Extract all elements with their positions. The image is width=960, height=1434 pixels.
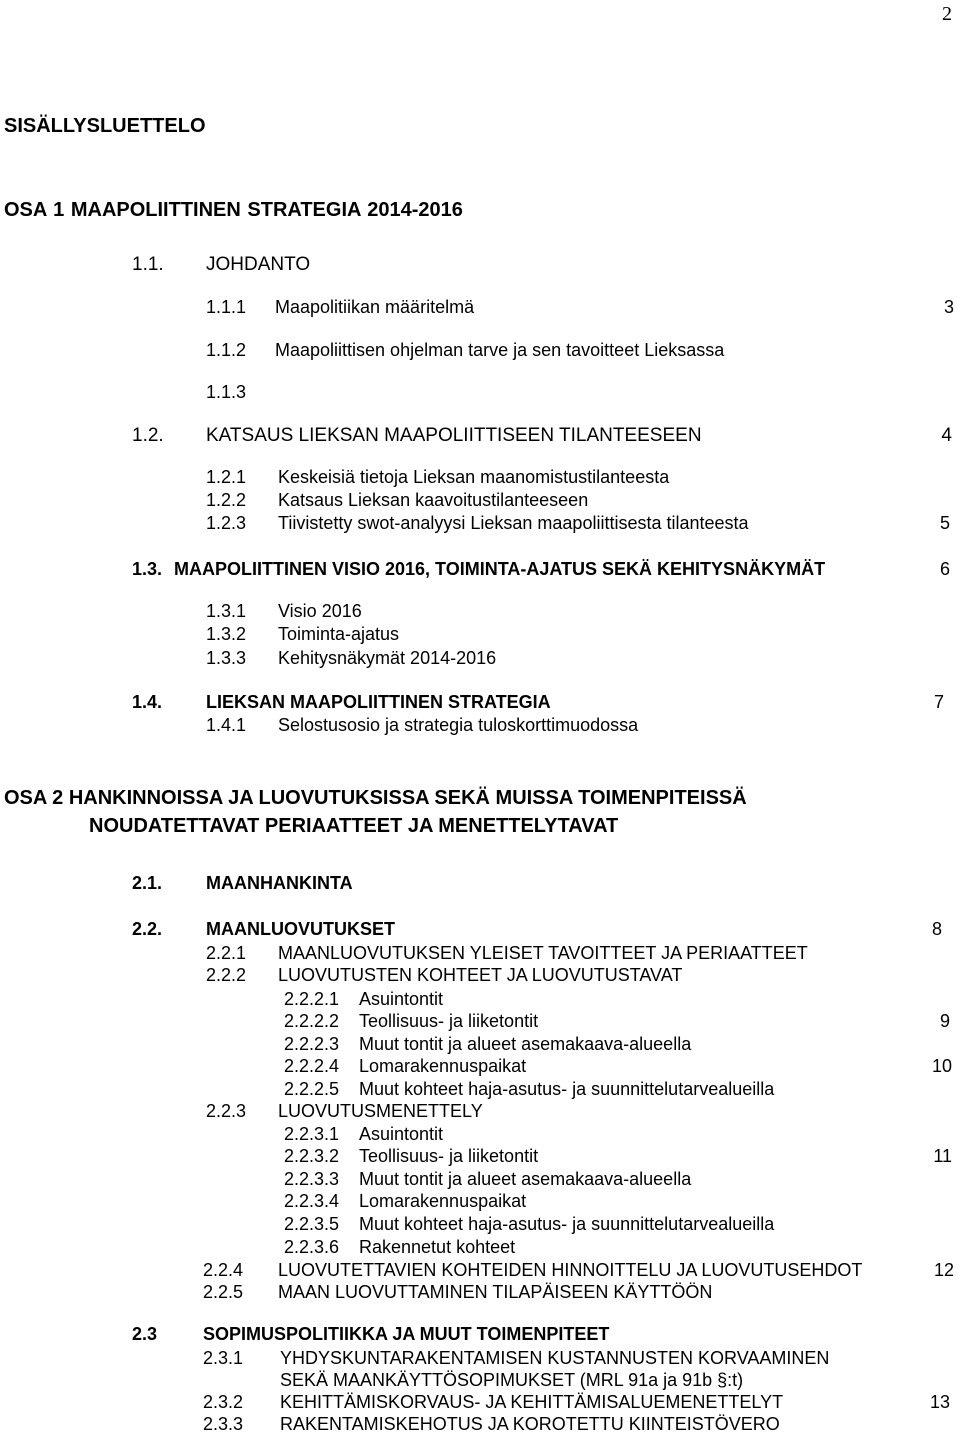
toc-section-2-1-number[interactable]: 2.1.: [132, 873, 163, 893]
toc-item-2-2-3-3-number[interactable]: 2.2.3.3: [284, 1169, 340, 1189]
toc-item-2-2-3-4-title[interactable]: Lomarakennuspaikat: [359, 1191, 527, 1211]
toc-item-2-2-3-1-title[interactable]: Asuintontit: [359, 1124, 444, 1144]
toc-item-2-2-3-4-number[interactable]: 2.2.3.4: [284, 1191, 340, 1211]
toc-section-1-4-number[interactable]: 1.4.: [132, 692, 163, 712]
toc-item-1-3-1-number[interactable]: 1.3.1: [206, 601, 247, 621]
toc-item-1-1-1-page: 3: [943, 297, 954, 317]
page-number: 2: [942, 3, 952, 25]
toc-section-1-3-page: 6: [939, 559, 950, 579]
toc-item-2-3-3-title[interactable]: RAKENTAMISKEHOTUS JA KOROTETTU KIINTEISTÖVERO: [280, 1414, 780, 1434]
toc-section-1-1-number[interactable]: 1.1.: [132, 254, 164, 275]
toc-item-2-2-3-1-number[interactable]: 2.2.3.1: [284, 1124, 340, 1144]
toc-item-1-2-3-title[interactable]: Tiivistetty swot-analyysi Lieksan maapoliittisesta tilanteesta: [278, 513, 749, 533]
toc-item-2-2-4-title[interactable]: LUOVUTETTAVIEN KOHTEIDEN HINNOITTELU JA LUOVUTUSEHDOT: [278, 1260, 863, 1280]
toc-item-1-1-2-number[interactable]: 1.1.2: [206, 340, 247, 360]
toc-item-2-2-2-1-title[interactable]: Asuintontit: [359, 989, 444, 1009]
toc-item-2-2-2-number[interactable]: 2.2.2: [206, 965, 247, 985]
part1-heading: OSA 1 MAAPOLIITTINEN STRATEGIA 2014-2016: [4, 199, 463, 221]
toc-item-2-2-2-4-page: 10: [931, 1056, 952, 1076]
toc-section-2-2-page: 8: [931, 919, 942, 939]
toc-title: SISÄLLYSLUETTELO: [4, 115, 206, 137]
toc-item-2-3-1-title[interactable]: YHDYSKUNTARAKENTAMISEN KUSTANNUSTEN KORVAAMINEN: [280, 1348, 830, 1368]
toc-item-1-2-1-number[interactable]: 1.2.1: [206, 467, 247, 487]
toc-item-2-2-3-2-title[interactable]: Teollisuus- ja liiketontit: [359, 1146, 539, 1166]
toc-item-2-3-2-title[interactable]: KEHITTÄMISKORVAUS- JA KEHITTÄMISALUEMENETTELYT: [280, 1392, 784, 1412]
toc-item-2-2-5-title[interactable]: MAAN LUOVUTTAMINEN TILAPÄISEEN KÄYTTÖÖN: [278, 1282, 713, 1302]
toc-item-2-3-1-title-line2: SEKÄ MAANKÄYTTÖSOPIMUKSET (MRL 91a ja 91b §:t): [280, 1370, 744, 1390]
toc-item-1-4-1-number[interactable]: 1.4.1: [206, 715, 247, 735]
toc-item-2-3-1-number[interactable]: 2.3.1: [203, 1348, 244, 1368]
toc-item-2-2-3-5-title[interactable]: Muut kohteet haja-asutus- ja suunnittelutarvealueilla: [359, 1214, 775, 1234]
toc-item-2-2-2-title[interactable]: LUOVUTUSTEN KOHTEET JA LUOVUTUSTAVAT: [278, 965, 683, 985]
toc-item-2-2-2-5-number[interactable]: 2.2.2.5: [284, 1079, 340, 1099]
toc-item-2-2-3-3-title[interactable]: Muut tontit ja alueet asemakaava-alueella: [359, 1169, 692, 1189]
toc-item-1-3-3-title[interactable]: Kehitysnäkymät 2014-2016: [278, 648, 497, 668]
toc-item-1-1-3-number[interactable]: 1.1.3: [206, 382, 247, 402]
toc-item-2-2-1-title[interactable]: MAANLUOVUTUKSEN YLEISET TAVOITTEET JA PERIAATTEET: [278, 943, 808, 963]
toc-item-1-2-3-number[interactable]: 1.2.3: [206, 513, 247, 533]
toc-item-2-2-2-2-title[interactable]: Teollisuus- ja liiketontit: [359, 1011, 539, 1031]
toc-section-2-3-number[interactable]: 2.3: [132, 1324, 158, 1344]
toc-item-2-2-3-6-number[interactable]: 2.2.3.6: [284, 1237, 340, 1257]
toc-section-1-2-number[interactable]: 1.2.: [132, 425, 164, 446]
toc-item-2-2-4-page: 12: [933, 1260, 954, 1280]
toc-item-1-2-3-page: 5: [939, 513, 950, 533]
toc-item-2-2-2-3-title[interactable]: Muut tontit ja alueet asemakaava-alueella: [359, 1034, 692, 1054]
toc-item-2-2-4-number[interactable]: 2.2.4: [203, 1260, 244, 1280]
toc-item-2-2-2-4-title[interactable]: Lomarakennuspaikat: [359, 1056, 527, 1076]
toc-item-1-3-1-title[interactable]: Visio 2016: [278, 601, 362, 621]
toc-item-1-2-2-title[interactable]: Katsaus Lieksan kaavoitustilanteeseen: [278, 490, 589, 510]
toc-item-2-2-3-number[interactable]: 2.2.3: [206, 1101, 247, 1121]
toc-item-1-1-1-title[interactable]: Maapolitiikan määritelmä: [275, 297, 475, 317]
toc-item-2-2-2-1-number[interactable]: 2.2.2.1: [284, 989, 340, 1009]
toc-item-1-3-2-number[interactable]: 1.3.2: [206, 624, 247, 644]
toc-item-1-3-2-title[interactable]: Toiminta-ajatus: [278, 624, 400, 644]
toc-item-2-2-2-5-title[interactable]: Muut kohteet haja-asutus- ja suunnittelutarvealueilla: [359, 1079, 775, 1099]
toc-item-2-2-2-2-number[interactable]: 2.2.2.2: [284, 1011, 340, 1031]
toc-item-2-2-2-3-number[interactable]: 2.2.2.3: [284, 1034, 340, 1054]
toc-item-1-3-3-number[interactable]: 1.3.3: [206, 648, 247, 668]
toc-item-1-2-2-number[interactable]: 1.2.2: [206, 490, 247, 510]
toc-item-2-2-5-number[interactable]: 2.2.5: [203, 1282, 244, 1302]
toc-item-2-2-2-2-page: 9: [939, 1011, 950, 1031]
toc-section-2-2-number[interactable]: 2.2.: [132, 919, 163, 939]
toc-item-2-3-2-page: 13: [929, 1392, 950, 1412]
toc-item-2-2-3-title[interactable]: LUOVUTUSMENETTELY: [278, 1101, 483, 1121]
toc-item-2-2-2-4-number[interactable]: 2.2.2.4: [284, 1056, 340, 1076]
toc-item-2-2-3-5-number[interactable]: 2.2.3.5: [284, 1214, 340, 1234]
toc-item-1-4-1-title[interactable]: Selostusosio ja strategia tuloskorttimuodossa: [278, 715, 639, 735]
toc-item-2-2-3-6-title[interactable]: Rakennetut kohteet: [359, 1237, 516, 1257]
toc-section-2-2-title[interactable]: MAANLUOVUTUKSET: [206, 919, 395, 939]
toc-section-2-1-title[interactable]: MAANHANKINTA: [206, 873, 353, 893]
toc-section-1-1-title[interactable]: JOHDANTO: [206, 254, 311, 275]
toc-section-1-2-page: 4: [941, 425, 952, 446]
toc-section-1-3-number[interactable]: 1.3.: [132, 559, 163, 579]
toc-section-2-3-title[interactable]: SOPIMUSPOLITIIKKA JA MUUT TOIMENPITEET: [203, 1324, 610, 1344]
part2-heading-line2: NOUDATETTAVAT PERIAATTEET JA MENETTELYTAVAT: [89, 815, 619, 837]
toc-item-2-3-2-number[interactable]: 2.3.2: [203, 1392, 244, 1412]
toc-item-2-2-3-2-number[interactable]: 2.2.3.2: [284, 1146, 340, 1166]
toc-item-2-2-3-2-page: 11: [933, 1146, 952, 1166]
toc-item-2-2-1-number[interactable]: 2.2.1: [206, 943, 247, 963]
toc-section-1-4-page: 7: [933, 692, 944, 712]
toc-item-1-2-1-title[interactable]: Keskeisiä tietoja Lieksan maanomistustilanteesta: [278, 467, 670, 487]
toc-section-1-3-title[interactable]: MAAPOLIITTINEN VISIO 2016, TOIMINTA-AJATUS SEKÄ KEHITYSNÄKYMÄT: [174, 559, 826, 579]
toc-item-1-1-2-title[interactable]: Maapoliittisen ohjelman tarve ja sen tavoitteet Lieksassa: [275, 340, 725, 360]
toc-section-1-4-title[interactable]: LIEKSAN MAAPOLIITTINEN STRATEGIA: [206, 692, 551, 712]
part2-heading: OSA 2 HANKINNOISSA JA LUOVUTUKSISSA SEKÄ MUISSA TOIMENPITEISSÄ: [4, 787, 747, 809]
toc-item-2-3-3-number[interactable]: 2.3.3: [203, 1414, 244, 1434]
toc-section-1-2-title[interactable]: KATSAUS LIEKSAN MAAPOLIITTISEEN TILANTEESEEN: [206, 425, 702, 446]
toc-item-1-1-1-number[interactable]: 1.1.1: [206, 297, 247, 317]
